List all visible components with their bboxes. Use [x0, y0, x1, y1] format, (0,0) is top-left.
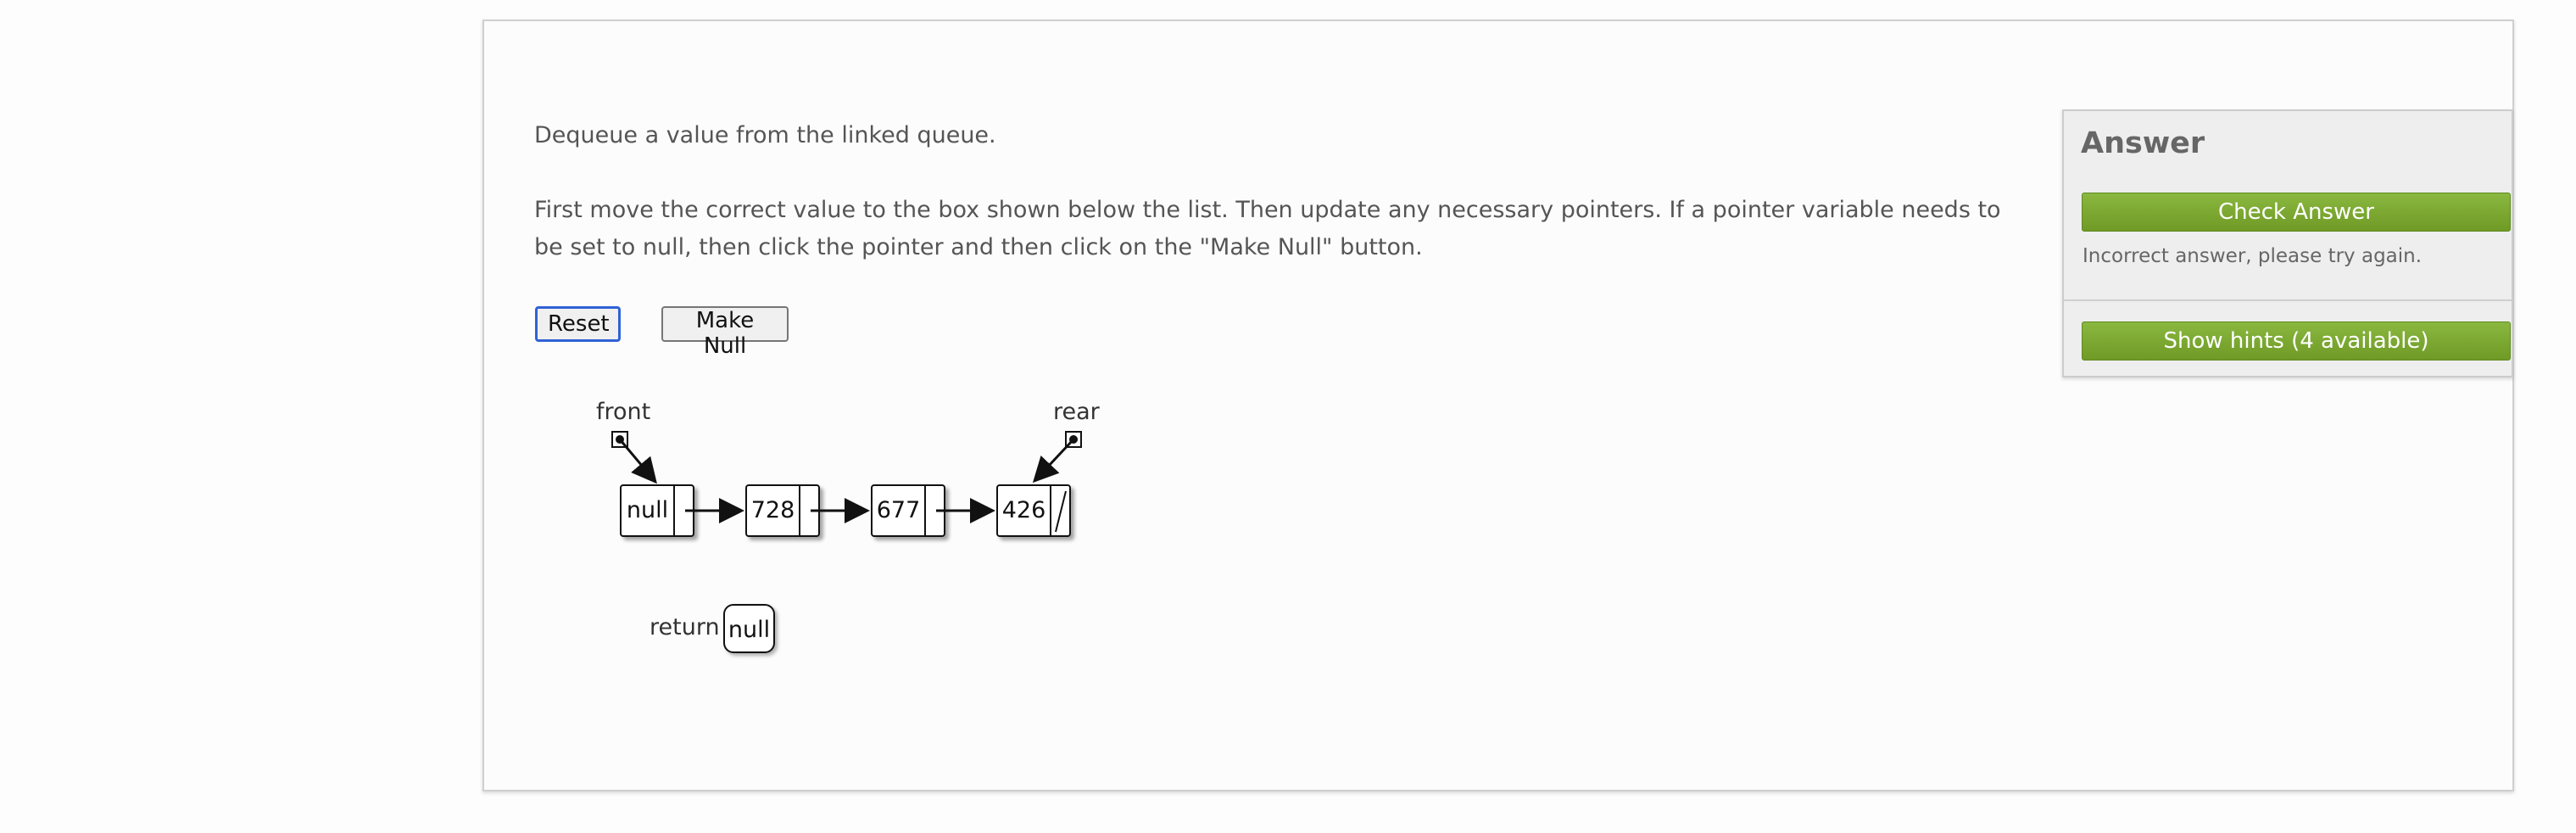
divider [2064, 299, 2512, 301]
null-slash-icon [1051, 486, 1069, 535]
rear-pointer-label: rear [1053, 399, 1100, 425]
node-value[interactable]: 426 [998, 486, 1051, 535]
list-node[interactable] [745, 484, 820, 537]
node-next-pointer[interactable] [800, 486, 818, 535]
front-pointer[interactable] [611, 431, 628, 448]
answer-panel [2062, 109, 2513, 377]
front-pointer-label: front [596, 399, 651, 425]
rear-pointer[interactable] [1065, 431, 1082, 448]
node-next-pointer[interactable] [926, 486, 944, 535]
check-answer-button[interactable]: Check Answer [2082, 193, 2511, 232]
node-next-pointer[interactable] [675, 486, 693, 535]
node-value[interactable]: 728 [747, 486, 800, 535]
node-value[interactable]: 677 [873, 486, 926, 535]
list-node[interactable] [871, 484, 945, 537]
list-node[interactable] [996, 484, 1071, 537]
return-value-box[interactable]: null [723, 604, 775, 653]
make-null-button[interactable]: Make Null [661, 306, 789, 342]
node-value[interactable]: null [622, 486, 675, 535]
list-node[interactable] [620, 484, 694, 537]
answer-title: Answer [2081, 126, 2205, 160]
return-label: return [650, 614, 720, 640]
node-null-pointer[interactable] [1051, 486, 1069, 535]
prompt-details: First move the correct value to the box shown below the list. Then update any necessary pointers. If a pointer variable needs to be set to null, then click the pointer and then click on the "Make Null" button. [534, 197, 2001, 260]
feedback-message: Incorrect answer, please try again. [2083, 245, 2423, 267]
prompt-instruction: Dequeue a value from the linked queue. [534, 122, 996, 148]
reset-button[interactable]: Reset [535, 306, 621, 342]
show-hints-button[interactable]: Show hints (4 available) [2082, 321, 2511, 361]
